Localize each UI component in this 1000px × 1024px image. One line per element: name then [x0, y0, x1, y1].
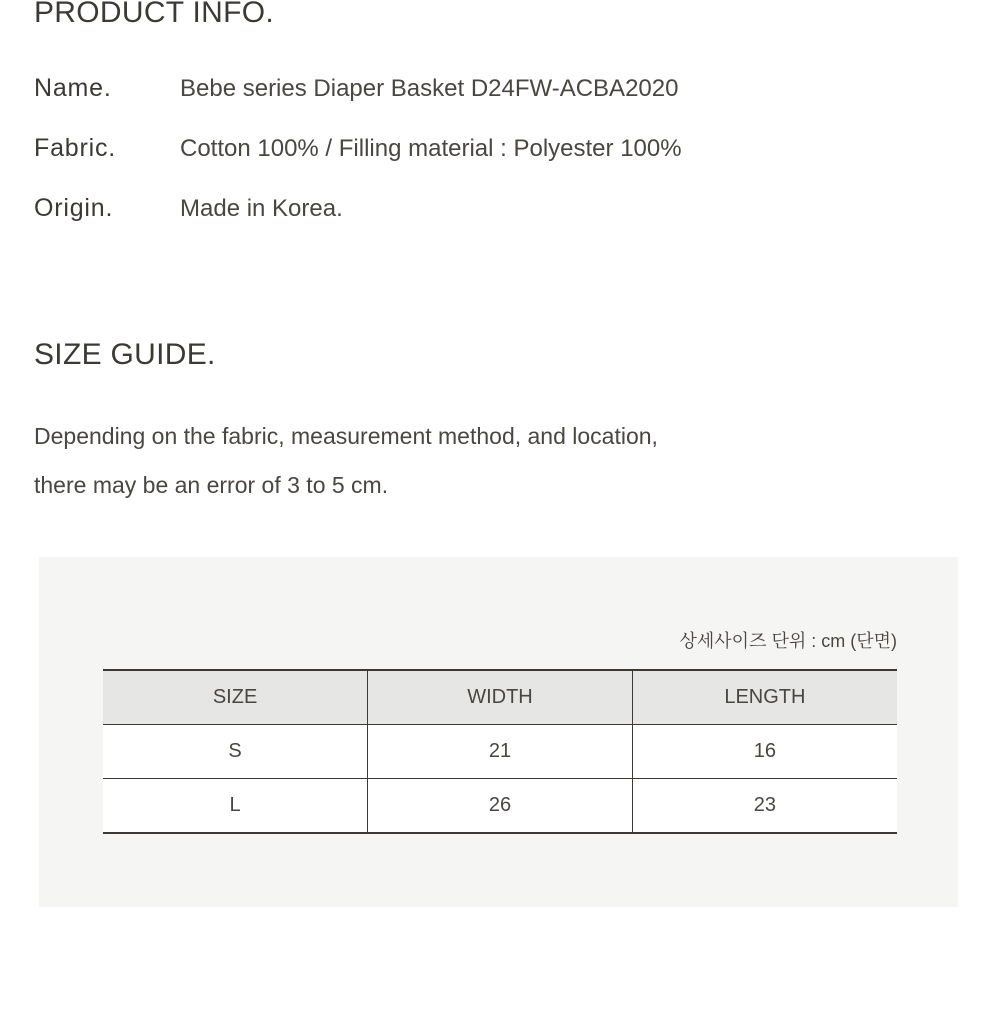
cell-size: S	[103, 725, 368, 779]
name-label: Name.	[34, 74, 112, 102]
cell-length: 23	[632, 779, 897, 834]
size-table	[103, 669, 897, 834]
name-value: Bebe series Diaper Basket D24FW-ACBA2020	[180, 75, 679, 102]
cell-size: L	[103, 779, 368, 834]
size-table-panel	[39, 557, 958, 907]
size-guide-title: SIZE GUIDE.	[34, 338, 216, 371]
header-width: WIDTH	[368, 670, 633, 725]
table-header-row	[103, 670, 897, 725]
origin-label: Origin.	[34, 194, 114, 222]
cell-length: 16	[632, 725, 897, 779]
fabric-label: Fabric.	[34, 134, 117, 162]
origin-value: Made in Korea.	[180, 195, 343, 222]
size-note-line-1: Depending on the fabric, measurement method, and location,	[34, 423, 658, 449]
header-length: LENGTH	[632, 670, 897, 725]
fabric-value: Cotton 100% / Filling material : Polyester 100%	[180, 135, 682, 162]
unit-caption: 상세사이즈 단위 : cm (단면)	[679, 631, 897, 651]
table-row	[103, 725, 897, 779]
size-note-line-2: there may be an error of 3 to 5 cm.	[34, 472, 389, 498]
table-row	[103, 779, 897, 834]
cell-width: 26	[368, 779, 633, 834]
header-size: SIZE	[103, 670, 368, 725]
product-info-title: PRODUCT INFO.	[34, 0, 275, 29]
cell-width: 21	[368, 725, 633, 779]
